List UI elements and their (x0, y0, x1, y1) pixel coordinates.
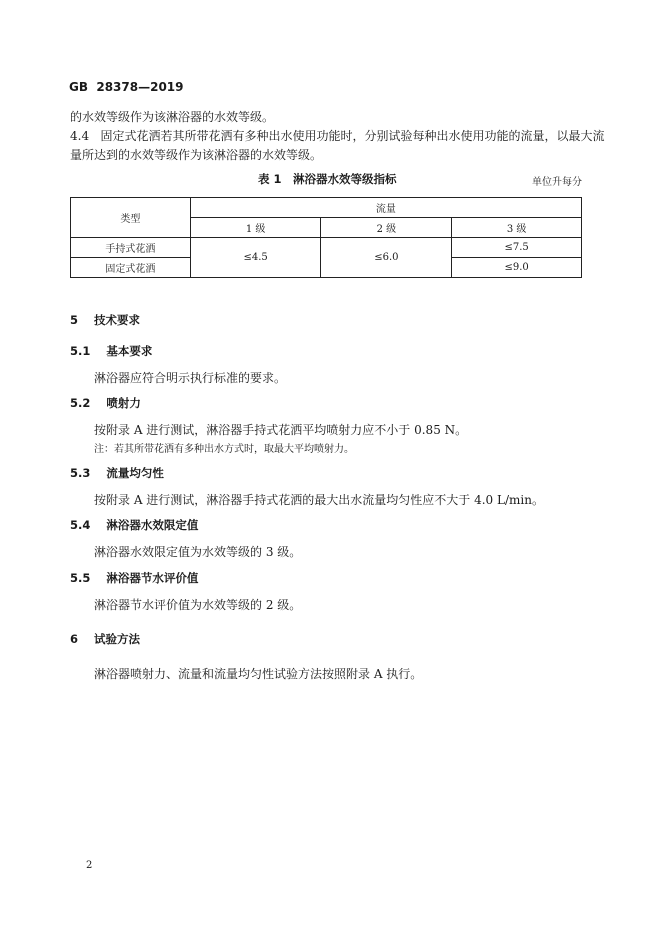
section-number: 5 (70, 313, 79, 327)
section-title: 试验方法 (94, 632, 141, 646)
section-title: 淋浴器水效限定值 (106, 518, 199, 532)
row-type: 固定式花洒 (71, 258, 191, 278)
section-number: 5.1 (70, 344, 91, 358)
section-title: 喷射力 (106, 396, 141, 410)
table-unit: 单位升每分 (532, 177, 582, 188)
standard-number: 28378—2019 (96, 80, 184, 94)
section-5-3-heading (70, 465, 164, 481)
section-5-2-heading (70, 395, 141, 411)
section-number: 6 (70, 632, 79, 646)
section-5-3-text: 按附录 A 进行测试，淋浴器手持式花洒的最大出水流量均匀性应不大于 4.0 L/min。 (94, 493, 544, 507)
row-type: 手持式花洒 (71, 238, 191, 258)
section-5-4-text: 淋浴器水效限定值为水效等级的 3 级。 (94, 545, 302, 559)
grade-2-value: ≤6.0 (321, 238, 452, 278)
section-5-heading (70, 312, 140, 328)
grade-1-header: 1 级 (190, 218, 321, 238)
table-header-row (71, 198, 582, 218)
section-title: 技术要求 (94, 313, 141, 327)
page-header (69, 80, 184, 94)
table-caption: 表 1 淋浴器水效等级指标 (258, 172, 397, 186)
grade-1-value: ≤4.5 (190, 238, 321, 278)
grade-2-header: 2 级 (321, 218, 452, 238)
section-5-1-text: 淋浴器应符合明示执行标准的要求。 (94, 371, 287, 385)
col-flow-header: 流量 (190, 198, 581, 218)
grade-3-header: 3 级 (452, 218, 582, 238)
grade-3-value: ≤9.0 (452, 258, 582, 278)
section-number: 5.4 (70, 518, 91, 532)
section-number: 5.2 (70, 396, 91, 410)
standard-code: GB (69, 80, 88, 94)
section-number: 5.5 (70, 571, 91, 585)
section-6-text: 淋浴器喷射力、流量和流量均匀性试验方法按照附录 A 执行。 (94, 667, 423, 681)
section-title: 流量均匀性 (106, 466, 164, 480)
section-5-1-heading (70, 343, 152, 359)
page-number: 2 (86, 860, 93, 871)
section-title: 淋浴器节水评价值 (106, 571, 199, 585)
col-type-header: 类型 (71, 198, 191, 238)
water-efficiency-table (70, 197, 582, 278)
grade-3-value: ≤7.5 (452, 238, 582, 258)
section-5-2-note: 注：若其所带花洒有多种出水方式时，取最大平均喷射力。 (94, 444, 354, 455)
section-5-5-text: 淋浴器节水评价值为水效等级的 2 级。 (94, 598, 302, 612)
continuation-text: 的水效等级作为该淋浴器的水效等级。 (70, 110, 275, 124)
section-5-2-text: 按附录 A 进行测试，淋浴器手持式花洒平均喷射力应不小于 0.85 N。 (94, 423, 468, 437)
clause-4-4 (70, 127, 605, 144)
section-5-4-heading (70, 517, 198, 533)
section-6-heading (70, 631, 140, 647)
section-5-5-heading (70, 570, 198, 586)
section-number: 5.3 (70, 466, 91, 480)
clause-4-4-continued: 量所达到的水效等级作为该淋浴器的水效等级。 (70, 148, 323, 162)
table-row (71, 238, 582, 258)
section-title: 基本要求 (106, 344, 153, 358)
clause-text: 固定式花洒若其所带花洒有多种出水使用功能时，分别试验每种出水使用功能的流量，以最大流 (100, 129, 605, 143)
clause-number: 4.4 (70, 129, 90, 143)
